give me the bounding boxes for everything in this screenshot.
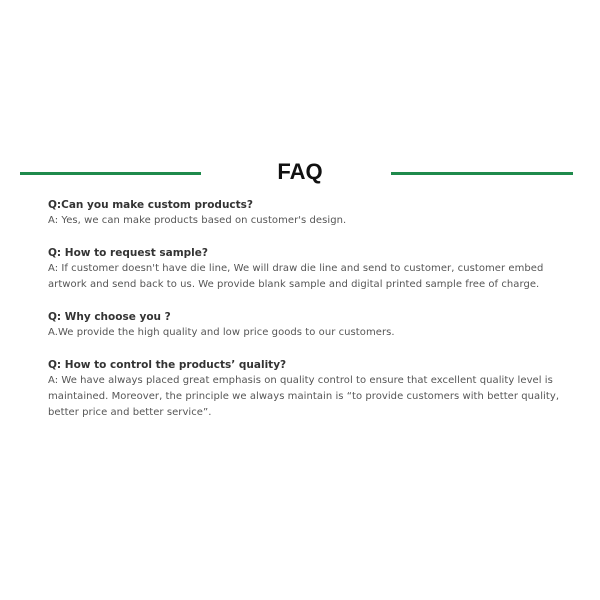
faq-question: Q: How to request sample? [48,247,208,259]
faq-item-why-choose [48,309,578,341]
faq-answer: A.We provide the high quality and low price goods to our customers. [48,327,395,338]
faq-item-request-sample [48,245,578,293]
page-title: FAQ [277,159,323,184]
faq-list [48,197,578,421]
right-divider [391,172,573,175]
faq-item-quality-control [48,357,578,421]
faq-answer: A: Yes, we can make products based on customer's design. [48,215,347,226]
faq-answer: A: We have always placed great emphasis on quality control to ensure that excellent quality level is maintained. Moreover, the principle we always maintain is “to provide customers with better quality, better price and better service”. [48,375,560,418]
faq-question: Q:Can you make custom products? [48,199,254,211]
faq-answer: A: If customer doesn't have die line, We will draw die line and send to customer, customer embed artwork and send back to us. We provide blank sample and digital printed sample free of charge. [48,263,544,290]
faq-question: Q: How to control the products’ quality? [48,359,287,371]
faq-item-custom-products [48,197,578,229]
faq-header [0,156,600,190]
faq-question: Q: Why choose you ? [48,311,171,323]
